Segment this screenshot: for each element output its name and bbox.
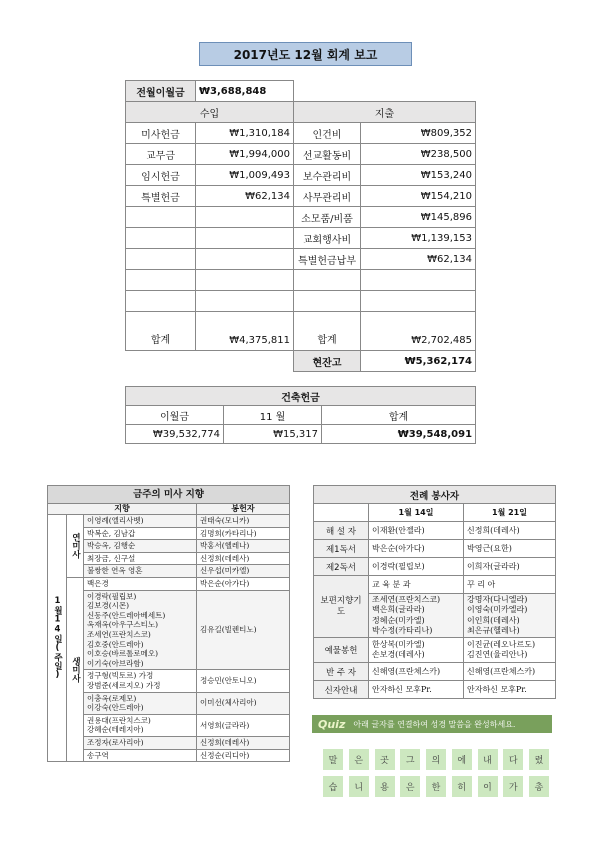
quiz-letter: 습 <box>323 776 343 797</box>
organist-name-1: 신해영(프란체스카) <box>369 663 464 681</box>
mass-intention: 박승옥, 김행순 <box>84 540 197 553</box>
building-fund-table <box>125 386 476 444</box>
building-total-value: ₩39,548,091 <box>322 425 476 444</box>
balance-row <box>126 351 476 372</box>
balance-label: 현잔고 <box>294 351 361 372</box>
mass-date-label: 1월14일(주일) <box>48 515 67 762</box>
mass-row <box>48 590 290 670</box>
mass-intentions-table <box>47 485 290 762</box>
servers-date1: 1월 14일 <box>369 504 464 522</box>
prayer-names-1: 조세연(프란치스코) 백은희(글라라) 정혜순(미카엘) 박수정(카타리나) <box>369 594 464 638</box>
income-label: 교무금 <box>126 144 196 165</box>
quiz-letter: 한 <box>426 776 446 797</box>
account-row <box>126 249 476 270</box>
expense-value: ₩154,210 <box>361 186 476 207</box>
organist-name-2: 신해영(프란체스카) <box>464 663 556 681</box>
servers-date2: 1월 21일 <box>464 504 556 522</box>
server-role: 제1독서 <box>314 540 369 558</box>
quiz-letter: 다 <box>503 749 523 770</box>
quiz-letter: 니 <box>349 776 369 797</box>
mass-row <box>48 714 290 736</box>
expense-label: 사무관리비 <box>294 186 361 207</box>
income-label <box>126 291 196 312</box>
quiz-letter: 내 <box>478 749 498 770</box>
mass-section-requiem: 연미사 <box>67 515 84 578</box>
mass-col-donor: 봉헌자 <box>197 504 290 515</box>
servers-table <box>313 485 556 699</box>
mass-row <box>48 552 290 565</box>
expense-value: ₩238,500 <box>361 144 476 165</box>
quiz-letter: 이 <box>478 776 498 797</box>
expense-label <box>294 270 361 291</box>
income-label: 미사헌금 <box>126 123 196 144</box>
report-title: 2017년도 12월 회계 보고 <box>199 42 412 66</box>
mass-donor: 신우섭(미카엘) <box>197 565 290 578</box>
organist-role: 반 주 자 <box>314 663 369 681</box>
mass-intention: 이영례(엘리사벳) <box>84 515 197 528</box>
mass-donor: 정승민(안토니오) <box>197 670 290 692</box>
mass-section-living: 생미사 <box>67 577 84 761</box>
expense-value: ₩62,134 <box>361 249 476 270</box>
income-label <box>126 228 196 249</box>
mass-donor: 김명희(카타리나) <box>197 527 290 540</box>
expense-value <box>361 291 476 312</box>
quiz-logo: Quiz <box>318 717 346 731</box>
server-name-week1: 박은순(아가다) <box>369 540 464 558</box>
server-name-week1: 이경락(필립보) <box>369 558 464 576</box>
building-fund-title: 건축헌금 <box>126 387 476 406</box>
usher-name-1: 안자하신 모후Pr. <box>369 681 464 699</box>
mass-row <box>48 577 290 590</box>
server-role: 제2독서 <box>314 558 369 576</box>
mass-donor: 신정순(리디아) <box>197 749 290 762</box>
income-value: ₩1,310,184 <box>196 123 294 144</box>
server-row <box>314 558 556 576</box>
mass-intention: 송구역 <box>84 749 197 762</box>
mass-intention: 박복순, 김남갑 <box>84 527 197 540</box>
income-header: 수입 <box>126 102 294 123</box>
expense-header: 지출 <box>294 102 476 123</box>
income-label: 특별헌금 <box>126 186 196 207</box>
mass-intention: 최장금, 신구설 <box>84 552 197 565</box>
mass-row <box>48 749 290 762</box>
income-label <box>126 270 196 291</box>
quiz-instruction: 아래 글자를 연결하여 성경 말씀을 완성하세요. <box>353 719 516 729</box>
quiz-letter: 곳 <box>375 749 395 770</box>
prayer-role: 보편지향기도 <box>314 576 369 638</box>
account-row <box>126 207 476 228</box>
offertory-names-1: 한상복(미카엘) 손보경(데레사) <box>369 638 464 663</box>
account-row <box>126 228 476 249</box>
mass-col-intention: 지향 <box>48 504 197 515</box>
prayer-group2: 꾸 리 아 <box>464 576 556 594</box>
mass-intention: 불쌍한 연옥 영혼 <box>84 565 197 578</box>
income-value <box>196 270 294 291</box>
mass-row <box>48 540 290 553</box>
expense-value: ₩145,896 <box>361 207 476 228</box>
quiz-letter: 총 <box>529 776 549 797</box>
mass-donor: 신정희(데레사) <box>197 736 290 749</box>
mass-row <box>48 670 290 692</box>
quiz-letter: 은 <box>400 776 420 797</box>
quiz-letter: 렸 <box>529 749 549 770</box>
income-label: 임시헌금 <box>126 165 196 186</box>
quiz-letter: 은 <box>349 749 369 770</box>
mass-intention: 정구형(빅토르) 가정 장범준(세르지오) 가정 <box>84 670 197 692</box>
carryover-row <box>126 81 476 102</box>
expense-label: 합계 <box>294 312 361 351</box>
mass-intention: 이충옥(로제모) 이강숙(안드레아) <box>84 692 197 714</box>
mass-donor: 신정희(데레사) <box>197 552 290 565</box>
expense-label: 인건비 <box>294 123 361 144</box>
mass-row <box>48 692 290 714</box>
quiz-letter: 그 <box>400 749 420 770</box>
building-col-carryover: 이월금 <box>126 406 224 425</box>
mass-donor: 서영희(글라라) <box>197 714 290 736</box>
expense-label: 특별헌금납부 <box>294 249 361 270</box>
income-label <box>126 207 196 228</box>
quiz-banner <box>312 715 552 733</box>
income-label <box>126 249 196 270</box>
account-row <box>126 186 476 207</box>
account-row <box>126 165 476 186</box>
expense-value: ₩153,240 <box>361 165 476 186</box>
quiz-letter: 용 <box>375 776 395 797</box>
account-row <box>126 270 476 291</box>
server-name-week2: 박영근(요한) <box>464 540 556 558</box>
accounting-table <box>125 80 476 372</box>
server-row <box>314 522 556 540</box>
carryover-label: 전월이월금 <box>126 81 196 102</box>
mass-intention: 권용대(프란치스코) 강혜순(테레지아) <box>84 714 197 736</box>
mass-donor: 박은순(아가다) <box>197 577 290 590</box>
expense-label: 선교활동비 <box>294 144 361 165</box>
mass-intention: 조정자(로사리아) <box>84 736 197 749</box>
income-value: ₩1,009,493 <box>196 165 294 186</box>
usher-name-2: 안자하신 모후Pr. <box>464 681 556 699</box>
income-label: 합계 <box>126 312 196 351</box>
quiz-grid <box>323 749 549 803</box>
income-value: ₩4,375,811 <box>196 312 294 351</box>
expense-label <box>294 291 361 312</box>
account-row <box>126 291 476 312</box>
income-value <box>196 207 294 228</box>
mass-row <box>48 736 290 749</box>
building-month-value: ₩15,317 <box>224 425 322 444</box>
prayer-names-2: 강명자(다니엘라) 이영숙(미카엘라) 이인희(데레사) 최은규(헬레나) <box>464 594 556 638</box>
account-row <box>126 123 476 144</box>
income-value: ₩62,134 <box>196 186 294 207</box>
mass-row <box>48 527 290 540</box>
server-name-week2: 신정희(데레사) <box>464 522 556 540</box>
mass-title: 금주의 미사 지향 <box>48 486 290 504</box>
mass-donor: 권태숙(모니카) <box>197 515 290 528</box>
server-row <box>314 540 556 558</box>
servers-title: 전례 봉사자 <box>314 486 556 504</box>
balance-value: ₩5,362,174 <box>361 351 476 372</box>
expense-label: 보수관리비 <box>294 165 361 186</box>
server-role: 해 설 자 <box>314 522 369 540</box>
mass-row <box>48 515 290 528</box>
mass-intention: 백은경 <box>84 577 197 590</box>
mass-donor: 김유길(빌렌티노) <box>197 590 290 670</box>
expense-label: 교회행사비 <box>294 228 361 249</box>
offertory-role: 예물봉헌 <box>314 638 369 663</box>
expense-value: ₩809,352 <box>361 123 476 144</box>
building-col-month: 11 월 <box>224 406 322 425</box>
income-value <box>196 228 294 249</box>
quiz-row-1 <box>323 749 549 770</box>
quiz-letter: 의 <box>426 749 446 770</box>
account-row <box>126 144 476 165</box>
server-name-week1: 이재환(안젤라) <box>369 522 464 540</box>
offertory-names-2: 이진균(레오나르도) 김진연(율리안나) <box>464 638 556 663</box>
expense-value <box>361 270 476 291</box>
mass-donor: 이미선(체사리아) <box>197 692 290 714</box>
mass-intention: 이경락(필립보) 김보경(시몬) 신동주(안드레아베세트) 옥재옥(아우구스티노) 조세연(프란치스코) 김호중(안드레아) 이호승(바르톨로메오) 이기숙(아브라함) <box>84 590 197 670</box>
income-value <box>196 249 294 270</box>
quiz-letter: 히 <box>452 776 472 797</box>
mass-donor: 박홍서(헬레나) <box>197 540 290 553</box>
carryover-value: ₩3,688,848 <box>196 81 294 102</box>
building-col-total: 합계 <box>322 406 476 425</box>
prayer-group1: 교 육 분 과 <box>369 576 464 594</box>
quiz-letter: 가 <box>503 776 523 797</box>
income-value <box>196 291 294 312</box>
account-row <box>126 312 476 351</box>
expense-value: ₩1,139,153 <box>361 228 476 249</box>
usher-role: 신자안내 <box>314 681 369 699</box>
quiz-letter: 말 <box>323 749 343 770</box>
building-carryover-value: ₩39,532,774 <box>126 425 224 444</box>
quiz-letter: 에 <box>452 749 472 770</box>
quiz-row-2 <box>323 776 549 797</box>
income-value: ₩1,994,000 <box>196 144 294 165</box>
server-name-week2: 이희자(글라라) <box>464 558 556 576</box>
expense-value: ₩2,702,485 <box>361 312 476 351</box>
expense-label: 소모품/비품 <box>294 207 361 228</box>
mass-row <box>48 565 290 578</box>
